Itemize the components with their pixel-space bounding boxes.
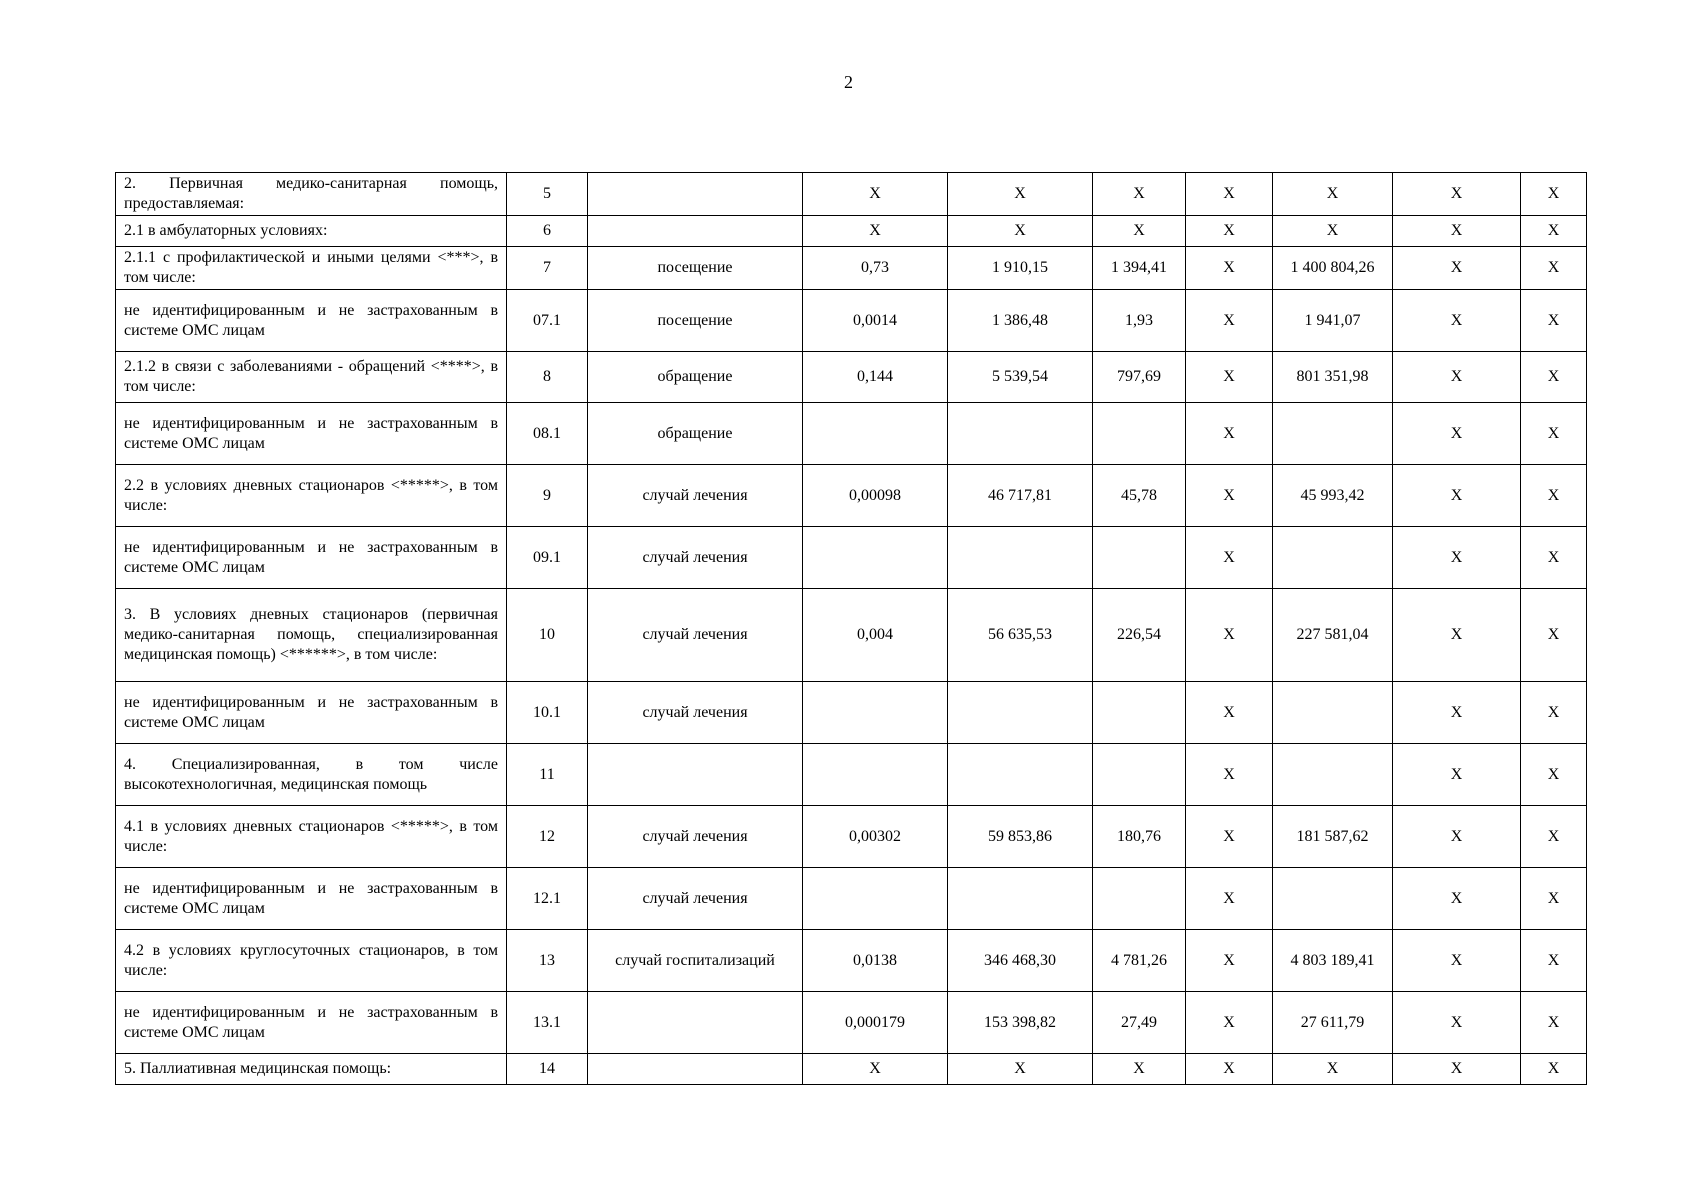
row-name: 5. Паллиативная медицинская помощь: <box>116 1054 507 1085</box>
row-name: 2.1.1 с профилактической и иными целями <***>, в том числе: <box>116 247 507 290</box>
cell-value: 5 539,54 <box>948 352 1093 403</box>
cell-value: 46 717,81 <box>948 465 1093 527</box>
row-unit <box>588 1054 803 1085</box>
cell-value: X <box>1093 173 1186 216</box>
cell-value: 4 803 189,41 <box>1273 930 1393 992</box>
cell-value: X <box>1393 352 1521 403</box>
cell-value: 0,73 <box>803 247 948 290</box>
row-name: не идентифицированным и не застрахованным в системе ОМС лицам <box>116 868 507 930</box>
cell-value: 180,76 <box>1093 806 1186 868</box>
cell-value: X <box>1521 744 1587 806</box>
cell-value <box>1273 682 1393 744</box>
table-row <box>116 930 1587 992</box>
cell-value: 1 910,15 <box>948 247 1093 290</box>
cell-value: 4 781,26 <box>1093 930 1186 992</box>
cell-value: 227 581,04 <box>1273 589 1393 682</box>
cell-value: X <box>1521 352 1587 403</box>
row-unit: случай лечения <box>588 868 803 930</box>
table-row <box>116 403 1587 465</box>
cell-value: X <box>1393 682 1521 744</box>
row-unit: случай госпитализаций <box>588 930 803 992</box>
table-row <box>116 1054 1587 1085</box>
row-name: не идентифицированным и не застрахованным в системе ОМС лицам <box>116 682 507 744</box>
cell-value: X <box>1393 1054 1521 1085</box>
cell-value: X <box>1186 744 1273 806</box>
cell-value <box>1273 744 1393 806</box>
cell-value <box>1093 403 1186 465</box>
cell-value <box>803 744 948 806</box>
table-row <box>116 682 1587 744</box>
cell-value: 0,144 <box>803 352 948 403</box>
row-unit <box>588 216 803 247</box>
cell-value: X <box>1186 806 1273 868</box>
cell-value: X <box>803 173 948 216</box>
row-line-number: 10.1 <box>507 682 588 744</box>
cell-value: 45,78 <box>1093 465 1186 527</box>
row-line-number: 08.1 <box>507 403 588 465</box>
page-number: 2 <box>844 72 853 92</box>
cell-value: X <box>1186 403 1273 465</box>
table-row <box>116 352 1587 403</box>
cell-value: X <box>1521 589 1587 682</box>
cell-value: X <box>1521 930 1587 992</box>
cell-value: 0,0014 <box>803 290 948 352</box>
cell-value: X <box>1186 682 1273 744</box>
table-row <box>116 806 1587 868</box>
cell-value <box>1093 868 1186 930</box>
cell-value: 1 394,41 <box>1093 247 1186 290</box>
row-name: не идентифицированным и не застрахованным в системе ОМС лицам <box>116 527 507 589</box>
row-unit: обращение <box>588 352 803 403</box>
table-row <box>116 173 1587 216</box>
row-name: 4. Специализированная, в том числе высокотехнологичная, медицинская помощь <box>116 744 507 806</box>
cell-value: X <box>1521 806 1587 868</box>
cell-value: X <box>1273 173 1393 216</box>
table-row <box>116 868 1587 930</box>
cell-value: 0,00098 <box>803 465 948 527</box>
table-row <box>116 465 1587 527</box>
cell-value: X <box>1186 465 1273 527</box>
cell-value <box>948 682 1093 744</box>
cell-value: X <box>1521 403 1587 465</box>
cell-value: X <box>1186 589 1273 682</box>
row-line-number: 7 <box>507 247 588 290</box>
cell-value: X <box>1393 403 1521 465</box>
cell-value: X <box>1393 247 1521 290</box>
cell-value: X <box>1393 465 1521 527</box>
cell-value <box>948 403 1093 465</box>
row-line-number: 11 <box>507 744 588 806</box>
row-line-number: 5 <box>507 173 588 216</box>
row-unit: посещение <box>588 247 803 290</box>
table-row <box>116 216 1587 247</box>
cell-value: X <box>1273 216 1393 247</box>
cell-value: 1 941,07 <box>1273 290 1393 352</box>
cell-value: X <box>1521 868 1587 930</box>
cell-value: 56 635,53 <box>948 589 1093 682</box>
row-unit: случай лечения <box>588 589 803 682</box>
cell-value: X <box>1393 173 1521 216</box>
cell-value: X <box>803 216 948 247</box>
row-line-number: 13 <box>507 930 588 992</box>
row-name: 4.1 в условиях дневных стационаров <*****>, в том числе: <box>116 806 507 868</box>
cell-value: X <box>1521 216 1587 247</box>
cell-value: X <box>1186 992 1273 1054</box>
cell-value: 0,0138 <box>803 930 948 992</box>
row-name: не идентифицированным и не застрахованным в системе ОМС лицам <box>116 403 507 465</box>
data-table <box>115 172 1587 1085</box>
cell-value: X <box>1393 930 1521 992</box>
row-name: 4.2 в условиях круглосуточных стационаров, в том числе: <box>116 930 507 992</box>
cell-value: X <box>1186 173 1273 216</box>
row-unit: случай лечения <box>588 465 803 527</box>
cell-value: X <box>1521 527 1587 589</box>
cell-value: X <box>1186 216 1273 247</box>
row-line-number: 09.1 <box>507 527 588 589</box>
cell-value: 1 400 804,26 <box>1273 247 1393 290</box>
row-line-number: 6 <box>507 216 588 247</box>
cell-value: 181 587,62 <box>1273 806 1393 868</box>
cell-value: X <box>1186 247 1273 290</box>
cell-value: X <box>803 1054 948 1085</box>
row-unit: случай лечения <box>588 527 803 589</box>
cell-value: 0,00302 <box>803 806 948 868</box>
cell-value: X <box>1186 527 1273 589</box>
cell-value <box>948 744 1093 806</box>
cell-value: X <box>1186 1054 1273 1085</box>
cell-value: X <box>1521 290 1587 352</box>
cell-value: 27,49 <box>1093 992 1186 1054</box>
row-name: 2.1.2 в связи с заболеваниями - обращений <****>, в том числе: <box>116 352 507 403</box>
row-unit: случай лечения <box>588 682 803 744</box>
cell-value: 226,54 <box>1093 589 1186 682</box>
cell-value <box>1093 527 1186 589</box>
cell-value <box>948 527 1093 589</box>
cell-value: 0,000179 <box>803 992 948 1054</box>
cell-value: X <box>948 1054 1093 1085</box>
row-line-number: 12.1 <box>507 868 588 930</box>
cell-value: X <box>1186 930 1273 992</box>
row-line-number: 9 <box>507 465 588 527</box>
row-line-number: 12 <box>507 806 588 868</box>
row-line-number: 8 <box>507 352 588 403</box>
row-name: 2.1 в амбулаторных условиях: <box>116 216 507 247</box>
table-row <box>116 589 1587 682</box>
cell-value: X <box>1521 465 1587 527</box>
table-row <box>116 744 1587 806</box>
cell-value: 346 468,30 <box>948 930 1093 992</box>
row-line-number: 14 <box>507 1054 588 1085</box>
cell-value: X <box>1273 1054 1393 1085</box>
cell-value <box>803 868 948 930</box>
cell-value: X <box>1521 173 1587 216</box>
cell-value: X <box>948 216 1093 247</box>
row-unit <box>588 992 803 1054</box>
cell-value: 27 611,79 <box>1273 992 1393 1054</box>
cell-value <box>803 527 948 589</box>
table-row <box>116 247 1587 290</box>
row-unit <box>588 173 803 216</box>
cell-value: X <box>1186 868 1273 930</box>
row-line-number: 07.1 <box>507 290 588 352</box>
row-name: 2. Первичная медико-санитарная помощь, предоставляемая: <box>116 173 507 216</box>
cell-value: X <box>1521 992 1587 1054</box>
cell-value <box>1093 682 1186 744</box>
row-line-number: 13.1 <box>507 992 588 1054</box>
row-unit <box>588 744 803 806</box>
cell-value: X <box>1521 247 1587 290</box>
row-line-number: 10 <box>507 589 588 682</box>
cell-value: X <box>1521 1054 1587 1085</box>
row-name: не идентифицированным и не застрахованным в системе ОМС лицам <box>116 992 507 1054</box>
cell-value: X <box>1393 992 1521 1054</box>
cell-value: 0,004 <box>803 589 948 682</box>
row-name: не идентифицированным и не застрахованным в системе ОМС лицам <box>116 290 507 352</box>
cell-value: 45 993,42 <box>1273 465 1393 527</box>
cell-value: X <box>1393 744 1521 806</box>
cell-value <box>1273 527 1393 589</box>
row-name: 2.2 в условиях дневных стационаров <*****>, в том числе: <box>116 465 507 527</box>
cell-value: X <box>1521 682 1587 744</box>
table-row <box>116 527 1587 589</box>
cell-value: X <box>1186 290 1273 352</box>
table-row <box>116 992 1587 1054</box>
cell-value <box>1273 868 1393 930</box>
cell-value: X <box>1393 589 1521 682</box>
cell-value: 1 386,48 <box>948 290 1093 352</box>
cell-value: 797,69 <box>1093 352 1186 403</box>
cell-value: 1,93 <box>1093 290 1186 352</box>
cell-value <box>803 682 948 744</box>
cell-value: X <box>1186 352 1273 403</box>
cell-value: 153 398,82 <box>948 992 1093 1054</box>
cell-value: X <box>1393 290 1521 352</box>
cell-value: X <box>1093 1054 1186 1085</box>
cell-value: X <box>1393 868 1521 930</box>
row-unit: посещение <box>588 290 803 352</box>
cell-value <box>1273 403 1393 465</box>
cell-value: X <box>1093 216 1186 247</box>
cell-value: X <box>1393 527 1521 589</box>
cell-value: X <box>948 173 1093 216</box>
cell-value <box>1093 744 1186 806</box>
cell-value: X <box>1393 806 1521 868</box>
cell-value <box>948 868 1093 930</box>
cell-value: 801 351,98 <box>1273 352 1393 403</box>
cell-value <box>803 403 948 465</box>
row-unit: обращение <box>588 403 803 465</box>
row-name: 3. В условиях дневных стационаров (первичная медико-санитарная помощь, специализированная медицинская помощь) <******>, в том числе: <box>116 589 507 682</box>
cell-value: 59 853,86 <box>948 806 1093 868</box>
row-unit: случай лечения <box>588 806 803 868</box>
cell-value: X <box>1393 216 1521 247</box>
table-row <box>116 290 1587 352</box>
